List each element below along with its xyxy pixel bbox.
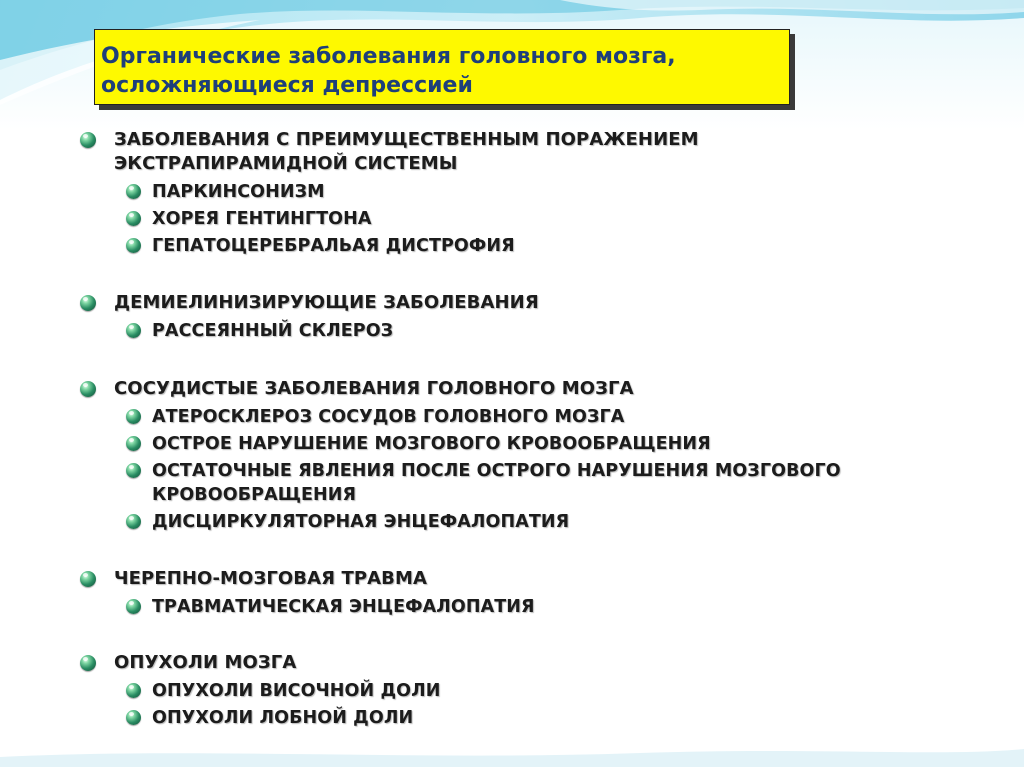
green-sphere-bullet-icon [80,381,96,397]
category-heading-line: СОСУДИСТЫЕ ЗАБОЛЕВАНИЯ ГОЛОВНОГО МОЗГА [114,378,634,399]
category-heading-line: ЧЕРЕПНО-МОЗГОВАЯ ТРАВМА [114,568,428,589]
green-sphere-bullet-icon [80,571,96,587]
subitem-line: ХОРЕЯ ГЕНТИНГТОНА [152,209,372,229]
subitem-text [152,510,569,534]
green-sphere-bullet-icon [126,238,141,253]
green-sphere-bullet-icon [126,514,141,529]
category-heading-text [114,377,634,401]
subitem-text [152,432,711,456]
category-heading-line: ЭКСТРАПИРАМИДНОЙ СИСТЕМЫ [114,153,458,174]
subitem-text [152,706,413,730]
subitem-line: ТРАВМАТИЧЕСКАЯ ЭНЦЕФАЛОПАТИЯ [152,597,535,617]
subitem-text [152,405,624,429]
green-sphere-bullet-icon [126,599,141,614]
category-heading-text [114,128,699,176]
green-sphere-bullet-icon [126,463,141,478]
green-sphere-bullet-icon [126,436,141,451]
subitem-text [152,234,515,258]
category-heading-text [114,291,539,315]
green-sphere-bullet-icon [126,211,141,226]
green-sphere-bullet-icon [126,184,141,199]
subitem-line: ГЕПАТОЦЕРЕБРАЛЬАЯ ДИСТРОФИЯ [152,236,515,256]
green-sphere-bullet-icon [80,295,96,311]
subitem-line: ДИСЦИРКУЛЯТОРНАЯ ЭНЦЕФАЛОПАТИЯ [152,512,570,532]
subitem-line: АТЕРОСКЛЕРОЗ СОСУДОВ ГОЛОВНОГО МОЗГА [152,407,625,427]
category-heading-line: ДЕМИЕЛИНИЗИРУЮЩИЕ ЗАБОЛЕВАНИЯ [114,292,539,313]
title-line-2: осложняющиеся депрессией [101,73,473,98]
subitem-line: ОПУХОЛИ ЛОБНОЙ ДОЛИ [152,708,414,728]
green-sphere-bullet-icon [126,409,141,424]
subitem-text [152,207,372,231]
green-sphere-bullet-icon [80,655,96,671]
green-sphere-bullet-icon [80,132,96,148]
green-sphere-bullet-icon [126,323,141,338]
subitem-line: РАССЕЯННЫЙ СКЛЕРОЗ [152,321,394,341]
subitem-line: ОПУХОЛИ ВИСОЧНОЙ ДОЛИ [152,681,441,701]
green-sphere-bullet-icon [126,683,141,698]
category-heading-line: ОПУХОЛИ МОЗГА [114,652,297,673]
category-heading-text [114,651,296,675]
subitem-text [152,180,325,204]
subitem-text [152,595,535,619]
subitem-text [152,319,393,343]
category-heading-line: ЗАБОЛЕВАНИЯ С ПРЕИМУЩЕСТВЕННЫМ ПОРАЖЕНИЕМ [114,129,699,150]
subitem-text [152,679,441,703]
title-line-1: Органические заболевания головного мозга, [101,44,676,69]
green-sphere-bullet-icon [126,710,141,725]
category-heading-text [114,567,427,591]
subitem-line: ПАРКИНСОНИЗМ [152,182,325,202]
subitem-line: ОСТРОЕ НАРУШЕНИЕ МОЗГОВОГО КРОВООБРАЩЕНИЯ [152,434,711,454]
subitem-text [152,459,841,507]
subitem-line: ОСТАТОЧНЫЕ ЯВЛЕНИЯ ПОСЛЕ ОСТРОГО НАРУШЕНИЯ МОЗГОВОГО [152,461,841,481]
subitem-line: КРОВООБРАЩЕНИЯ [152,485,357,505]
